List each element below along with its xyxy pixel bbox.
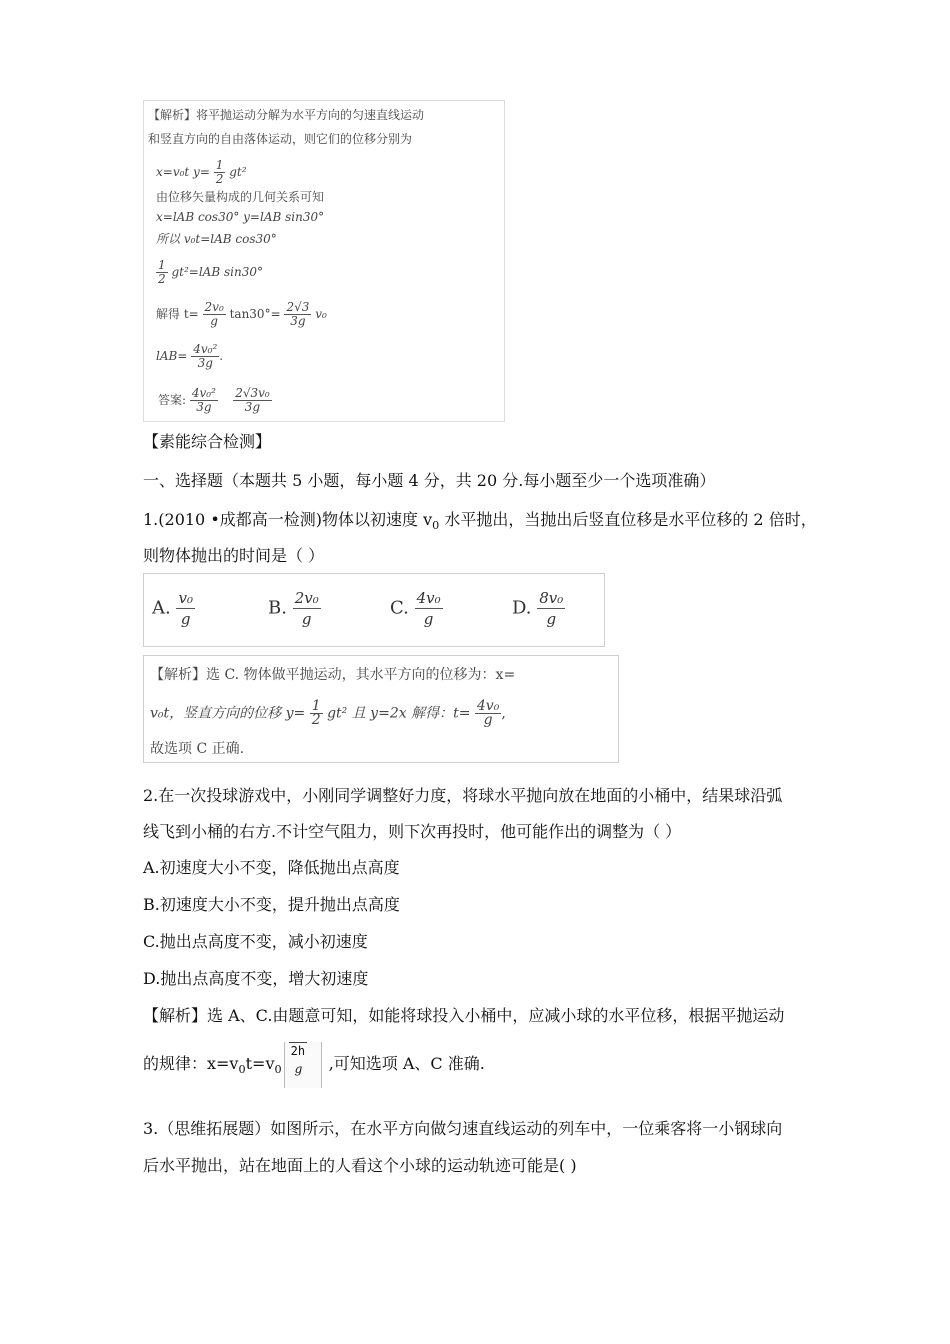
section-title: 【素能综合检测】 [143,432,272,451]
q3-line-1: 3.（思维拓展题）如图所示，在水平方向做匀速直线运动的列车中，一位乘客将一小钢球向 [143,1119,783,1138]
q1-option-c: C. $\frac{\text{4v₀}}{g}$ [390,589,441,628]
q1-solution-scan [143,655,619,763]
q1-options-scan [143,573,605,647]
q1-sol-line-3: 故选项 C 正确. [150,741,245,757]
sqrt-formula-image: 2h g [284,1042,322,1088]
scan1-eq-geo: x=lAB cos30° y=lAB sin30° [156,210,325,224]
scan1-eq-x: x=v₀t y= $\frac{1}{2}$ gt² [156,158,247,186]
q1-sol-line-2: v₀t，竖直方向的位移 y= $\frac{1}{2}$ gt² 且 y=2x 解得：t= $\frac{\text{4v₀}}{g}$ , [150,698,506,728]
q2-line-1: 2.在一次投球游戏中，小刚同学调整好力度，将球水平抛向放在地面的小桶中，结果球沿弧 [143,786,783,805]
q3-line-2: 后水平抛出，站在地面上的人看这个小球的运动轨迹可能是( ) [143,1156,577,1175]
q1-option-a: A. $\frac{\text{v₀}}{g}$ [152,589,193,628]
q1-option-d: D. $\frac{\text{8v₀}}{g}$ [512,589,564,628]
scan1-answer: 答案: $\frac{\text{4v₀²}}{3g}$ $\frac{\text{2√3v₀}}{3g}$ [158,386,270,414]
q2-option-a: A.初速度大小不变，降低抛出点高度 [143,858,400,877]
solution-scan-1 [143,100,505,422]
q2-solution-line-2: 的规律：$x=v_0t=v_0$ 2h g ,可知选项 A、C 准确. [143,1040,485,1090]
scan1-line-1: 【解析】将平抛运动分解为水平方向的匀速直线运动 [148,108,425,122]
scan1-eq-so: 所以 v₀t=lAB cos30° [156,232,277,246]
q1-option-b: B. $\frac{\text{2v₀}}{g}$ [268,589,319,628]
scan1-line-2: 和竖直方向的自由落体运动，则它们的位移分别为 [148,132,413,146]
scan1-eq-lab: lAB= $\frac{\text{4v₀²}}{3g}$ . [156,342,224,370]
q1-line-1: 1.(2010 •成都高一检测)物体以初速度 $v_0$ 水平抛出，当抛出后竖直位移是水平位移的 2 倍时， [143,510,817,533]
part-heading: 一、选择题（本题共 5 小题，每小题 4 分，共 20 分.每小题至少一个选项准确） [143,471,716,490]
q2-solution-line-1: 【解析】选 A、C.由题意可知，如能将球投入小桶中，应减小球的水平位移，根据平抛运动 [143,1006,785,1025]
q2-line-2: 线飞到小桶的右方.不计空气阻力，则下次再投时，他可能作出的调整为（ ） [143,822,682,841]
scan1-eq-t: 解得 t= $\frac{\text{2v₀}}{g}$ tan30°= $\frac{2√3}{3g}$ v₀ [156,300,327,328]
scan1-eq-half: $\frac{1}{2}$ gt²=lAB sin30° [158,258,263,286]
q1-sol-line-1: 【解析】选 C. 物体做平抛运动，其水平方向的位移为：x= [150,667,516,683]
scan1-line-3: 由位移矢量构成的几何关系可知 [156,190,325,204]
q2-option-b: B.初速度大小不变，提升抛出点高度 [143,895,400,914]
q2-option-c: C.抛出点高度不变，减小初速度 [143,932,368,951]
q2-option-d: D.抛出点高度不变，增大初速度 [143,969,369,988]
q1-line-2: 则物体抛出的时间是（ ） [143,546,325,565]
